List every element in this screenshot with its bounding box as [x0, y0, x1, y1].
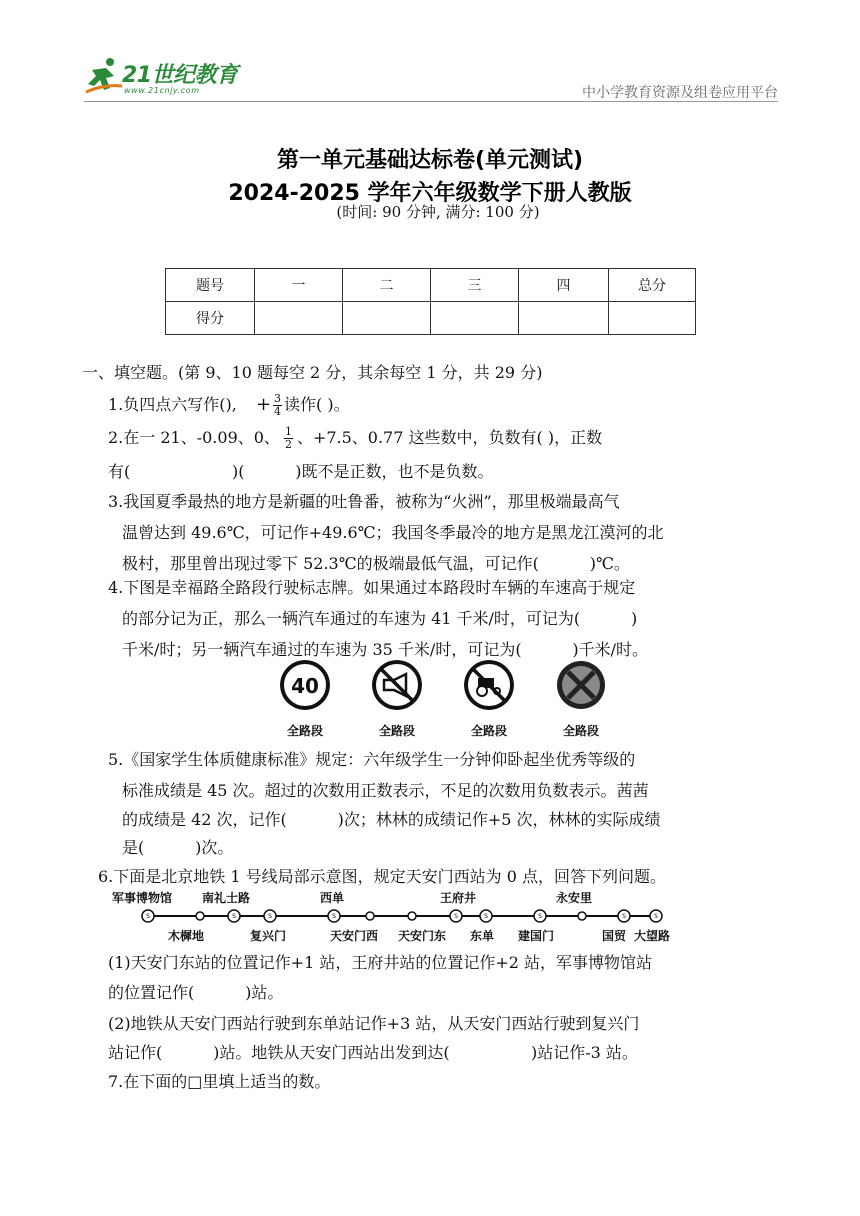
score-cell[interactable] — [255, 302, 343, 335]
score-cell[interactable] — [431, 302, 519, 335]
metro-symbol: S — [484, 913, 488, 920]
speed-limit-sign-icon — [280, 660, 330, 710]
no-stopping-sign-icon — [556, 660, 606, 710]
q5-line1: 5.《国家学生体质健康标准》规定：六年级学生一分钟仰卧起坐优秀等级的 — [108, 750, 636, 769]
score-cell[interactable] — [519, 302, 609, 335]
q6-line1: 6.下面是北京地铁 1 号线局部示意图，规定天安门西站为 0 点，回答下列问题。 — [98, 867, 666, 886]
table-header-cell: 二 — [343, 269, 431, 302]
q5-line4: 是( )次。 — [122, 838, 234, 857]
platform-label: 中小学教育资源及组卷应用平台 — [582, 85, 778, 101]
metro-line-diagram — [112, 888, 692, 944]
sign-label: 全路段 — [470, 724, 507, 738]
station-label-bottom: 复兴门 — [250, 929, 287, 943]
table-header-cell: 四 — [519, 269, 609, 302]
metro-symbol: S — [332, 913, 336, 920]
table-row — [166, 269, 696, 302]
page-title: 第一单元基础达标卷(单元测试) — [276, 148, 584, 173]
station-label-top: 军事博物馆 — [112, 891, 173, 905]
fraction-denominator: 2 — [284, 438, 292, 451]
q6-part2-line2: 站记作( )站。地铁从天安门西站出发到达( )站记作-3 站。 — [108, 1043, 638, 1062]
metro-symbol: S — [268, 913, 272, 920]
station-label-bottom: 东单 — [470, 929, 495, 943]
logo-text: 21世纪教育 — [122, 63, 238, 88]
q1-text-b: 读作( )。 — [284, 395, 350, 414]
logo-url: www.21cnjy.com — [124, 86, 200, 95]
station-label-bottom: 天安门西 — [330, 929, 379, 943]
exam-info: (时间: 90 分钟, 满分: 100 分) — [336, 203, 540, 221]
q5-line3: 的成绩是 42 次，记作( )次；林林的成绩记作+5 次，林林的实际成绩 — [122, 810, 661, 829]
q6-part1-line2: 的位置记作( )站。 — [108, 983, 284, 1002]
table-row — [166, 302, 696, 335]
header-divider — [84, 101, 778, 102]
table-row-label: 得分 — [166, 302, 255, 335]
q2-line2: 有( )( )既不是正数，也不是负数。 — [108, 462, 494, 481]
question-2 — [108, 422, 602, 453]
score-table — [165, 268, 696, 335]
metro-symbol: S — [654, 913, 658, 920]
question-1 — [108, 389, 350, 420]
table-header-cell: 三 — [431, 269, 519, 302]
q1-text-a: 1.负四点六写作(), — [108, 395, 237, 414]
table-header-cell: 一 — [255, 269, 343, 302]
table-header-cell: 总分 — [609, 269, 696, 302]
page-subtitle: 2024-2025 学年六年级数学下册人教版 — [228, 181, 632, 206]
metro-symbol: S — [622, 913, 626, 920]
q3-line2: 温曾达到 49.6℃，可记作+49.6℃；我国冬季最冷的地方是黑龙江漠河的北 — [122, 523, 664, 542]
runner-logo-icon — [84, 56, 124, 96]
q2-fraction — [284, 426, 293, 451]
no-tractor-sign-icon — [464, 660, 514, 710]
q1-fraction — [273, 393, 282, 418]
q4-line2: 的部分记为正，那么一辆汽车通过的车速为 41 千米/时，可记为( ) — [122, 609, 638, 628]
traffic-signs — [280, 660, 610, 746]
score-cell[interactable] — [609, 302, 696, 335]
sign-label: 全路段 — [286, 724, 323, 738]
station-label-top: 永安里 — [556, 891, 593, 905]
station-label-bottom: 建国门 — [518, 929, 555, 943]
sign-label: 全路段 — [378, 724, 415, 738]
q2-text-a: 2.在一 21、-0.09、0、 — [108, 428, 280, 447]
section-heading: 一、填空题。(第 9、10 题每空 2 分，其余每空 1 分，共 29 分) — [82, 363, 543, 382]
q3-line3: 极村，那里曾出现过零下 52.3℃的极端最低气温，可记作( )℃。 — [122, 554, 630, 573]
q2-text-b: 、+7.5、0.77 这些数中，负数有( )，正数 — [296, 428, 603, 447]
q5-line2: 标准成绩是 45 次。超过的次数用正数表示，不足的次数用负数表示。茜茜 — [122, 781, 649, 800]
q7-line1: 7.在下面的□里填上适当的数。 — [108, 1072, 331, 1091]
q6-part1-line1: (1)天安门东站的位置记作+1 站，王府井站的位置记作+2 站，军事博物馆站 — [108, 953, 653, 972]
station-label-top: 王府井 — [440, 891, 477, 905]
fraction-numerator: 1 — [284, 425, 292, 438]
metro-symbol: S — [232, 913, 236, 920]
q4-line3: 千米/时；另一辆汽车通过的车速为 35 千米/时，可记为( )千米/时。 — [122, 640, 649, 659]
station-label-bottom: 木樨地 — [168, 929, 205, 943]
station-label-bottom: 国贸 — [602, 929, 627, 943]
no-honking-sign-icon — [372, 660, 422, 710]
metro-symbol: S — [146, 913, 150, 920]
q6-part2-line1: (2)地铁从天安门西站行驶到东单站记作+3 站，从天安门西站行驶到复兴门 — [108, 1014, 640, 1033]
q4-line1: 4.下图是幸福路全路段行驶标志牌。如果通过本路段时车辆的车速高于规定 — [108, 578, 636, 597]
speed-limit-text: 40 — [291, 674, 319, 698]
station-label-top: 西单 — [320, 891, 345, 905]
q3-line1: 3.我国夏季最热的地方是新疆的吐鲁番，被称为“火洲”，那里极端最高气 — [108, 492, 620, 511]
fraction-denominator: 4 — [274, 405, 282, 418]
metro-symbol: S — [454, 913, 458, 920]
table-header-cell: 题号 — [166, 269, 255, 302]
metro-symbol: S — [538, 913, 542, 920]
fraction-numerator: 3 — [274, 392, 282, 405]
sign-label: 全路段 — [562, 724, 599, 738]
station-label-top: 南礼士路 — [202, 891, 251, 905]
score-cell[interactable] — [343, 302, 431, 335]
q1-sign: + — [255, 394, 272, 415]
station-label-bottom: 天安门东 — [398, 929, 447, 943]
station-label-bottom: 大望路 — [634, 929, 671, 943]
